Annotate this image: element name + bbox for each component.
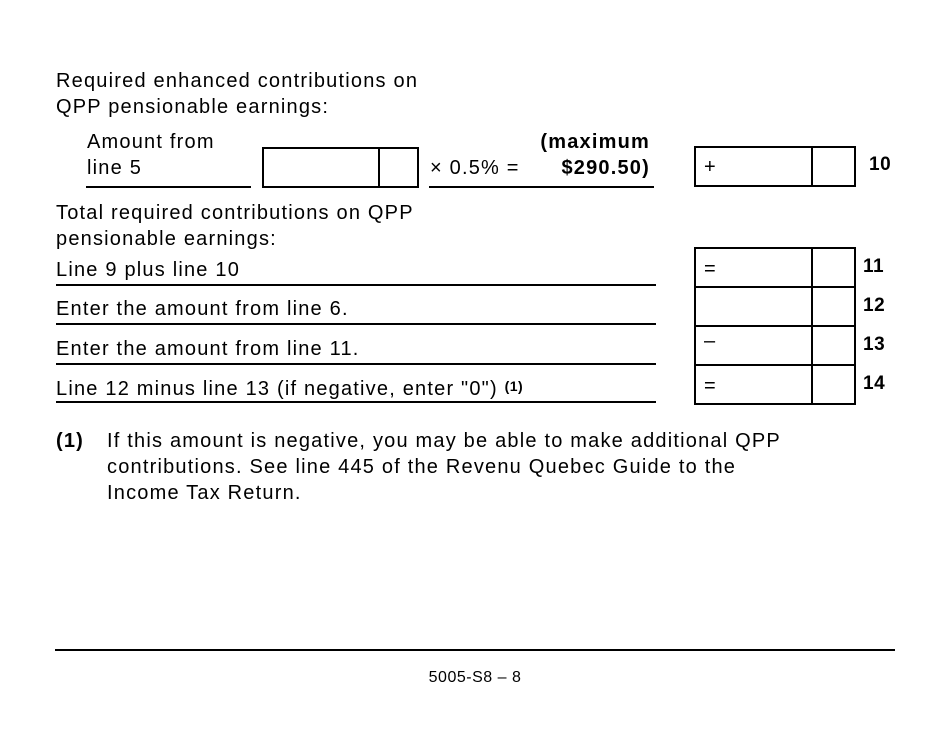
row-11-underline: [56, 284, 656, 286]
form-page-number: 5005-S8 – 8: [428, 669, 522, 686]
row-11-label: Line 9 plus line 10: [56, 259, 241, 281]
cents-divider: [811, 366, 813, 403]
line-14-amount-box[interactable]: [694, 364, 856, 405]
row-12-underline: [56, 323, 656, 325]
label-underline: [86, 186, 251, 188]
row-14-underline: [56, 401, 656, 403]
amount-from-line5-input[interactable]: [262, 147, 419, 188]
line-number-11: 11: [863, 256, 885, 277]
cents-divider: [811, 249, 813, 286]
row-13-label: Enter the amount from line 11.: [56, 338, 360, 360]
row-14-label-text: Line 12 minus line 13 (if negative, enter "0"): [56, 378, 498, 400]
cents-divider: [811, 327, 813, 364]
footnote-line3: Income Tax Return.: [107, 482, 302, 504]
row-13-underline: [56, 363, 656, 365]
line-12-amount-box[interactable]: [694, 286, 856, 327]
total-heading-line2: pensionable earnings:: [56, 228, 277, 250]
equals-operator: =: [704, 258, 716, 280]
footnote-line2: contributions. See line 445 of the Revenu Quebec Guide to the: [107, 456, 737, 478]
rate-text: × 0.5% =: [430, 157, 520, 179]
enhanced-heading-line2: QPP pensionable earnings:: [56, 96, 330, 118]
rate-underline: [429, 186, 654, 188]
maximum-amount: $290.50): [561, 157, 650, 179]
total-heading-line1: Total required contributions on QPP: [56, 202, 414, 224]
minus-operator: –: [704, 330, 716, 352]
line-11-amount-box[interactable]: [694, 247, 856, 288]
footnote-reference: (1): [504, 378, 524, 394]
line-10-amount-box[interactable]: [694, 146, 856, 187]
equals-operator: =: [704, 375, 716, 397]
line-13-amount-box[interactable]: [694, 325, 856, 366]
plus-operator: +: [704, 156, 716, 178]
footnote-line1: If this amount is negative, you may be able to make additional QPP: [107, 430, 781, 452]
line-number-13: 13: [863, 334, 886, 355]
row-12-label: Enter the amount from line 6.: [56, 298, 349, 320]
line-number-10: 10: [869, 154, 892, 175]
row-14-label: [56, 373, 523, 402]
cents-divider: [811, 148, 813, 185]
enhanced-heading-line1: Required enhanced contributions on: [56, 70, 419, 92]
cents-divider: [378, 149, 380, 186]
amount-from-label-line2: line 5: [87, 157, 143, 179]
amount-from-label-line1: Amount from: [87, 131, 215, 153]
maximum-label: (maximum: [540, 131, 650, 153]
footnote-marker: (1): [56, 430, 85, 452]
line-number-14: 14: [863, 373, 886, 394]
line-number-12: 12: [863, 295, 886, 316]
cents-divider: [811, 288, 813, 325]
footer-rule: [55, 649, 895, 651]
